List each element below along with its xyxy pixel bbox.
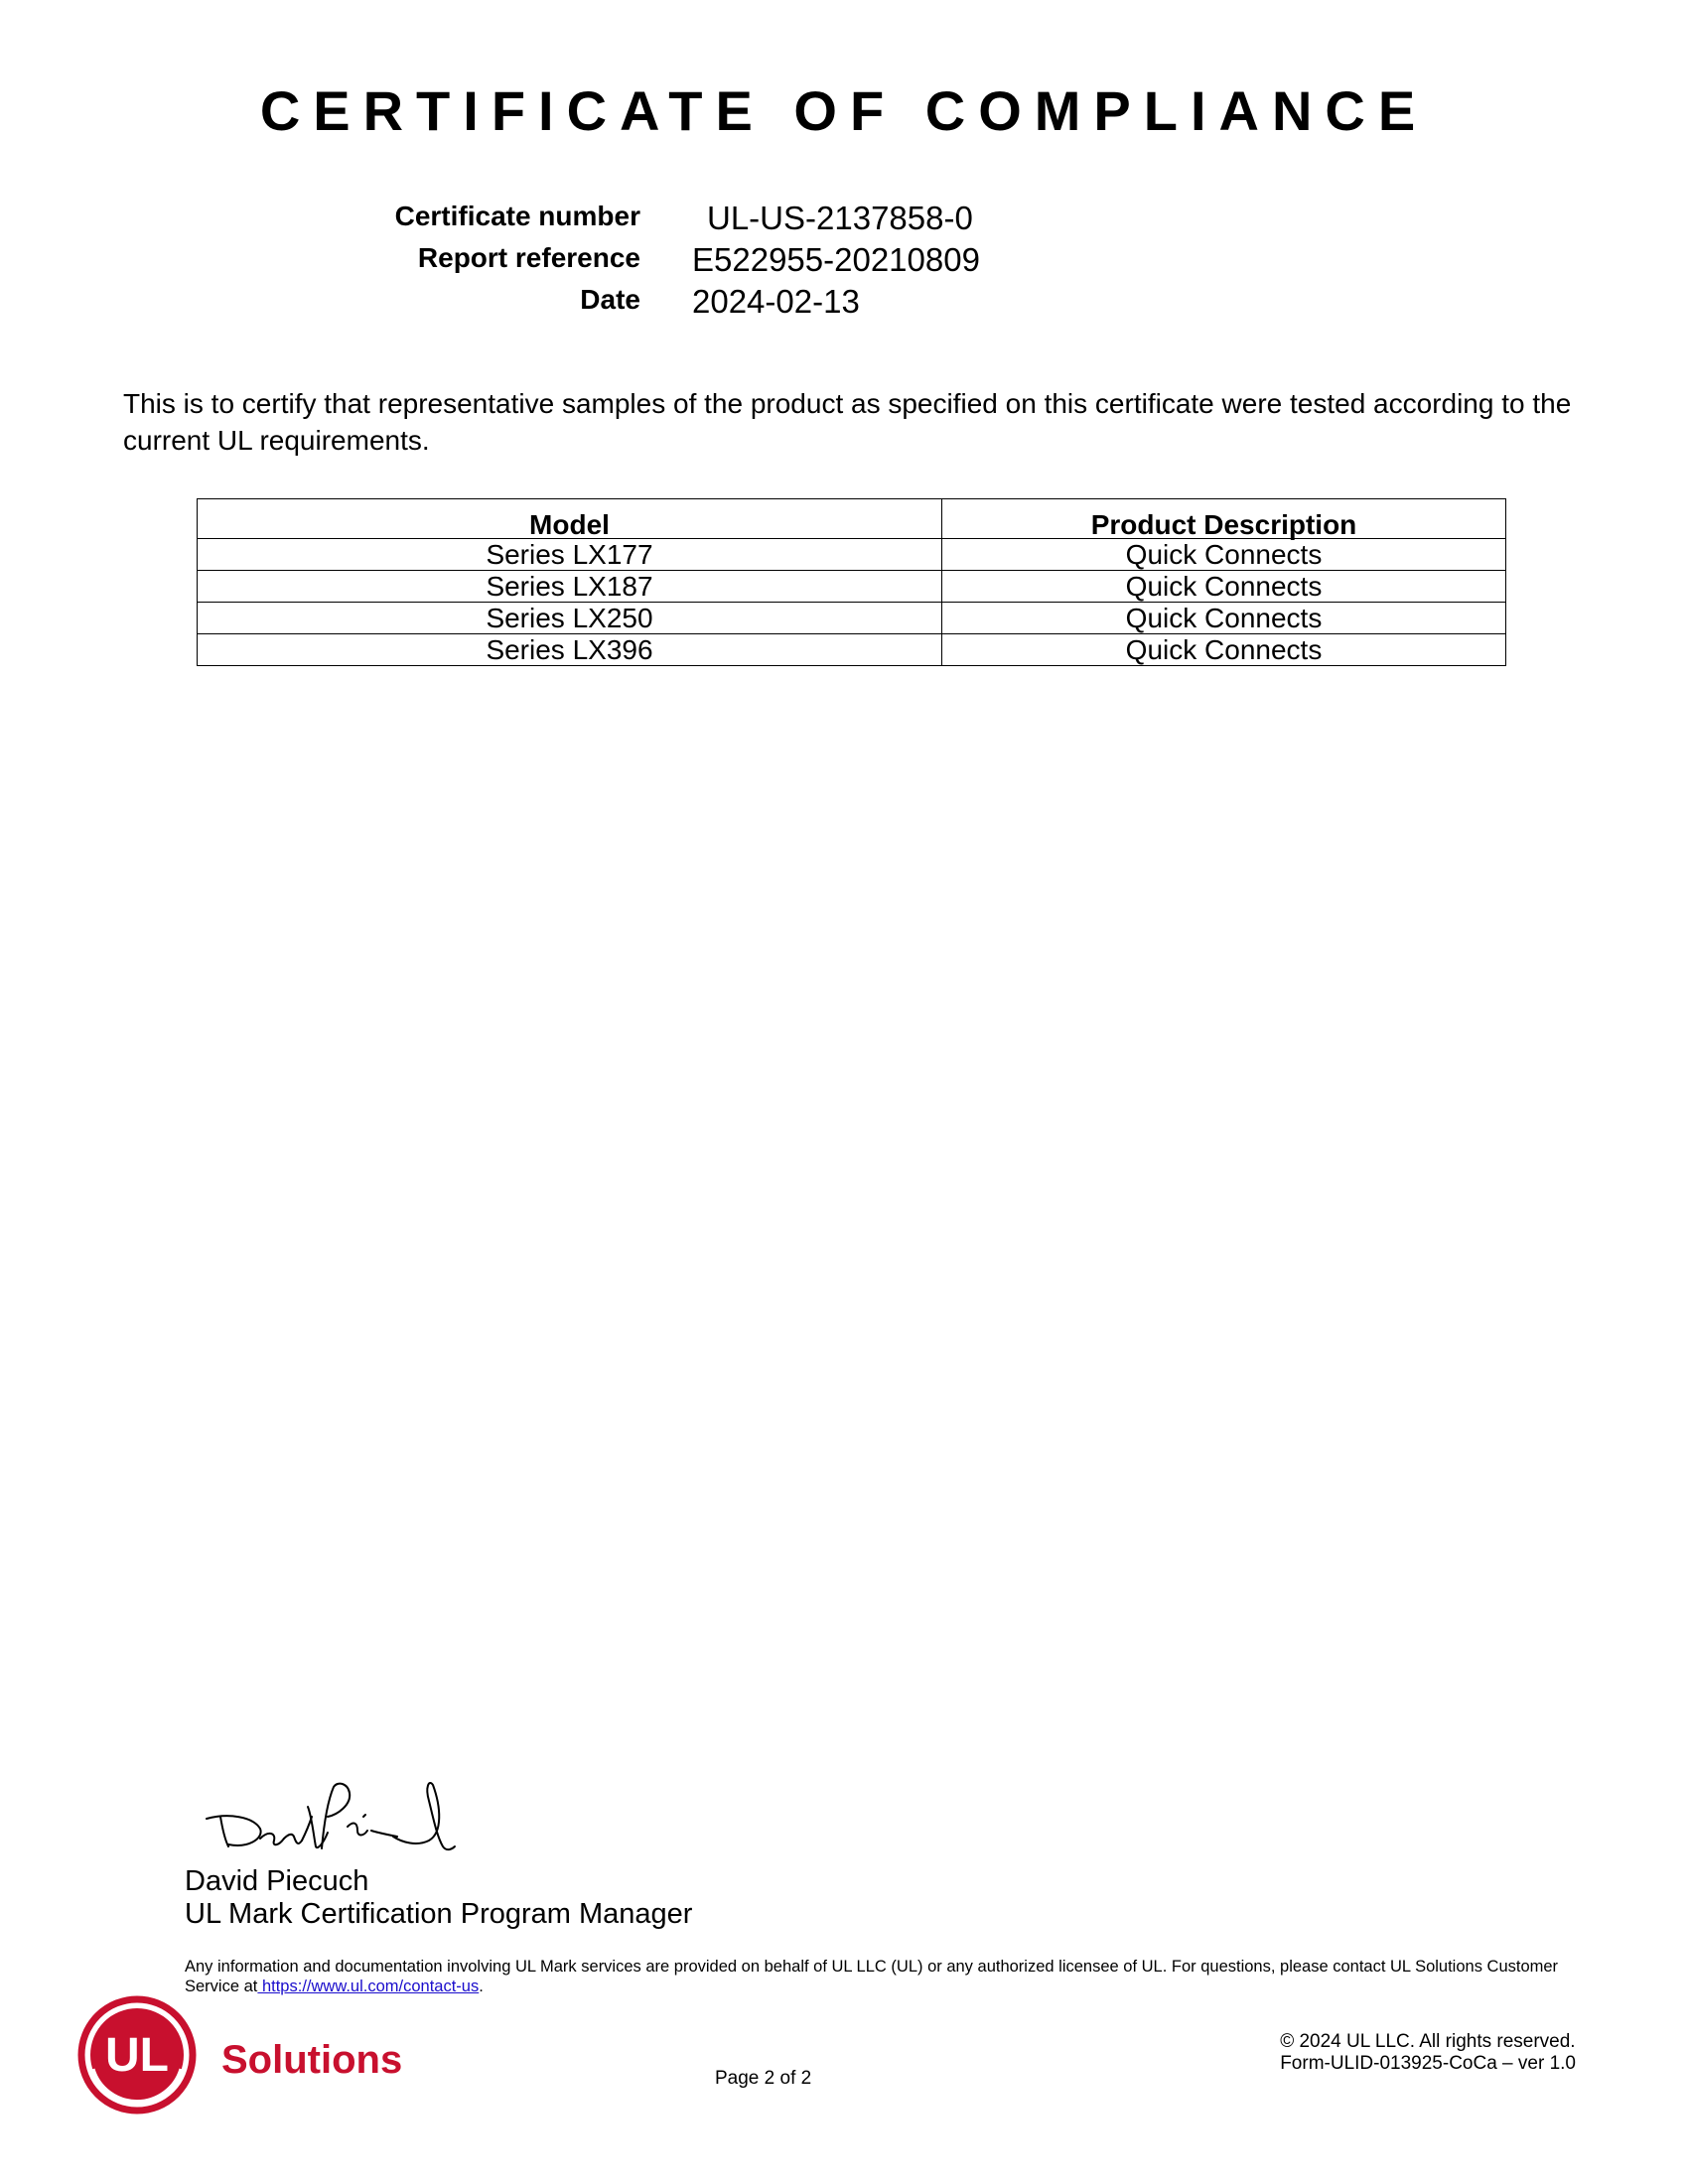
table-row — [198, 634, 1506, 666]
meta-row-certificate-number — [0, 197, 1688, 236]
table-row — [198, 603, 1506, 634]
disclaimer-text — [185, 1957, 1585, 1996]
table-header-row — [198, 499, 1506, 539]
meta-row-report-reference — [0, 238, 1688, 278]
disclaimer-suffix: . — [479, 1978, 484, 1995]
column-header-model: Model — [198, 499, 942, 539]
model-cell: Series LX177 — [198, 539, 942, 571]
description-cell: Quick Connects — [942, 634, 1506, 666]
solutions-wordmark: Solutions — [221, 2038, 403, 2082]
contact-us-link[interactable]: https://www.ul.com/contact-us — [257, 1978, 480, 1995]
handwritten-signature — [199, 1777, 457, 1856]
description-cell: Quick Connects — [942, 571, 1506, 603]
page-number: Page 2 of 2 — [715, 2068, 812, 2089]
product-table — [197, 498, 1506, 666]
model-cell: Series LX396 — [198, 634, 942, 666]
description-cell: Quick Connects — [942, 539, 1506, 571]
meta-value: E522955-20210809 — [692, 241, 980, 278]
ul-solutions-logo — [77, 1995, 405, 2115]
signer-name: David Piecuch — [185, 1865, 369, 1897]
copyright-text: © 2024 UL LLC. All rights reserved. — [1280, 2031, 1576, 2052]
ul-mark-text: UL — [105, 2029, 169, 2082]
meta-row-date — [0, 280, 1688, 320]
model-cell: Series LX250 — [198, 603, 942, 634]
meta-value: 2024-02-13 — [692, 283, 860, 320]
meta-label: Date — [580, 284, 640, 315]
certificate-title: CERTIFICATE OF COMPLIANCE — [259, 79, 1429, 142]
form-id: Form-ULID-013925-CoCa – ver 1.0 — [1280, 2053, 1576, 2074]
model-cell: Series LX187 — [198, 571, 942, 603]
description-cell: Quick Connects — [942, 603, 1506, 634]
meta-label: Report reference — [417, 242, 640, 273]
certification-statement: This is to certify that representative samples of the product as specified on this certificate were tested according to the current UL requirements. — [123, 388, 1572, 456]
column-header-product-description: Product Description — [942, 499, 1506, 539]
copyright-block — [1280, 2031, 1576, 2075]
signer-title: UL Mark Certification Program Manager — [185, 1898, 693, 1930]
table-row — [198, 571, 1506, 603]
meta-value: UL-US-2137858-0 — [707, 200, 973, 236]
meta-label: Certificate number — [394, 201, 640, 231]
table-row — [198, 539, 1506, 571]
disclaimer-body: Any information and documentation involving UL Mark services are provided on behalf of UL LLC (UL) or any authorized licensee of UL. For questions, please contact UL Solutions Customer Service at — [185, 1958, 1559, 1995]
